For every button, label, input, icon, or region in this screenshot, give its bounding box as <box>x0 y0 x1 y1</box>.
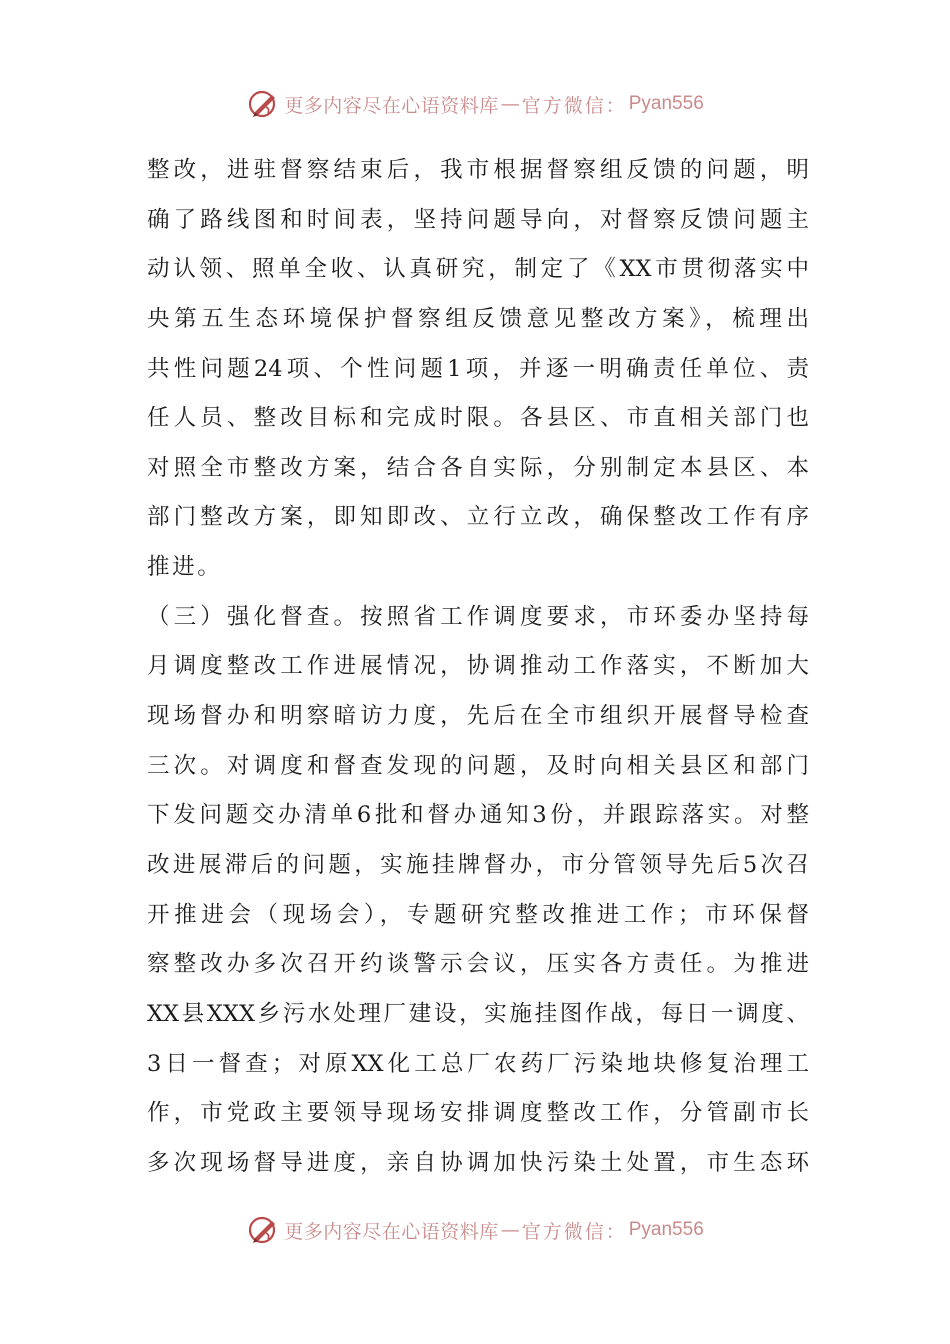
body-line: 共性问题24项、个性问题1项，并逐一明确责任单位、责 <box>147 355 809 382</box>
watermark-wechat-label: 官方微信： <box>521 94 627 117</box>
body-line: 推进。 <box>147 554 223 581</box>
body-line: 确了路线图和时间表，坚持问题导向，对督察反馈问题主 <box>147 206 809 233</box>
body-line: 作，市党政主要领导现场安排调度整改工作，分管副市长 <box>147 1100 809 1127</box>
body-line: 对照全市整改方案，结合各自实际，分别制定本县区、本 <box>147 454 809 481</box>
body-line: 察整改办多次召开约谈警示会议，压实各方责任。为推进 <box>147 951 809 978</box>
watermark-separator: — <box>500 93 520 115</box>
watermark-wechat-label: 官方微信： <box>521 1220 627 1243</box>
watermark-account: Pyan556 <box>628 93 704 114</box>
body-line: 整改，进驻督察结束后，我市根据督察组反馈的问题，明 <box>147 157 809 183</box>
body-line: 任人员、整改目标和完成时限。各县区、市直相关部门也 <box>147 405 809 432</box>
body-line: 三次。对调度和督查发现的问题，及时向相关县区和部门 <box>147 752 809 779</box>
watermark-site-text: 更多内容尽在心语资料库 <box>284 94 499 117</box>
body-line: 动认领、照单全收、认真研究，制定了《XX市贯彻落实中 <box>147 256 809 283</box>
body-line: 开推进会（现场会），专题研究整改推进工作；市环保督 <box>147 901 809 928</box>
body-line: 多次现场督导进度，亲自协调加快污染土处置，市生态环 <box>147 1149 809 1176</box>
watermark-separator: — <box>500 1219 520 1241</box>
document-body <box>147 146 809 1188</box>
body-line: 现场督办和明察暗访力度，先后在全市组织开展督导检查 <box>147 703 809 730</box>
body-line: （三）强化督查。按照省工作调度要求，市环委办坚持每 <box>147 603 809 630</box>
body-line: 改进展滞后的问题，实施挂牌督办，市分管领导先后5次召 <box>147 851 809 878</box>
body-line: 央第五生态环境保护督察组反馈意见整改方案》，梳理出 <box>147 305 809 332</box>
watermark-account: Pyan556 <box>628 1219 704 1240</box>
body-line: XX县XXX乡污水处理厂建设，实施挂图作战，每日一调度、 <box>147 1000 809 1027</box>
pen-logo-icon <box>246 1213 280 1247</box>
body-line: 下发问题交办清单6批和督办通知3份，并跟踪落实。对整 <box>147 802 809 829</box>
pen-logo-icon <box>246 87 280 121</box>
watermark-site-text: 更多内容尽在心语资料库 <box>284 1220 499 1243</box>
body-line: 月调度整改工作进展情况，协调推动工作落实，不断加大 <box>147 653 809 680</box>
body-line: 3日一督查；对原XX化工总厂农药厂污染地块修复治理工 <box>147 1050 809 1077</box>
body-line: 部门整改方案，即知即改、立行立改，确保整改工作有序 <box>147 504 809 531</box>
header-watermark <box>0 84 950 124</box>
footer-watermark <box>0 1210 950 1250</box>
